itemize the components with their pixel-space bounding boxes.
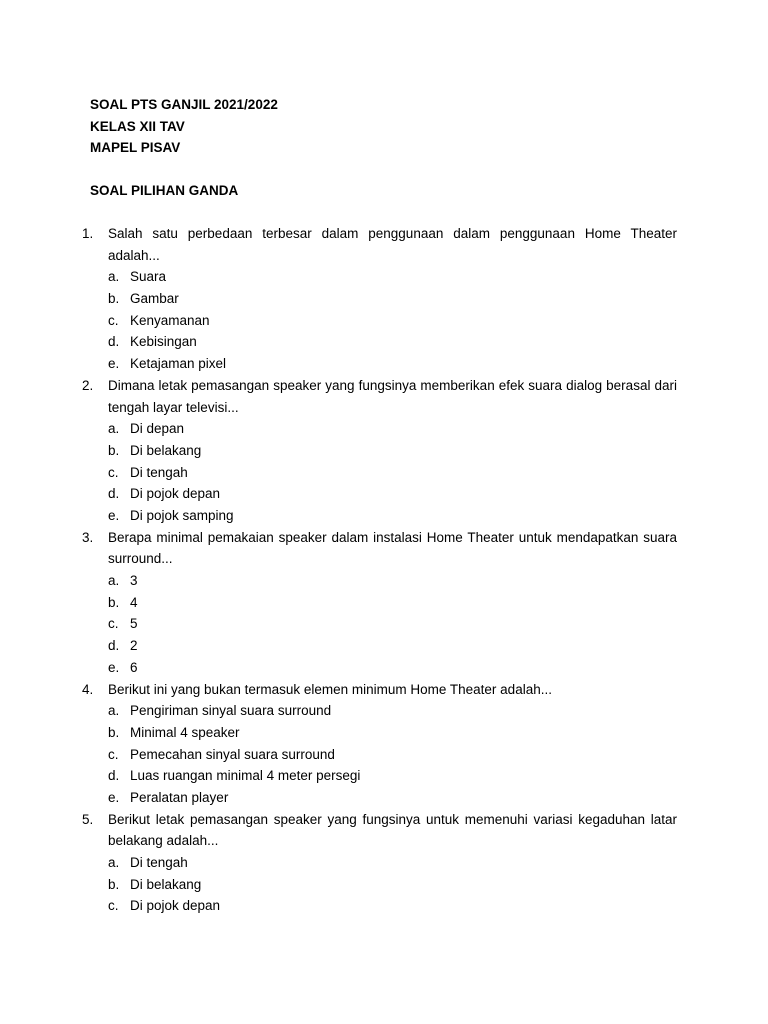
question-item — [82, 679, 677, 809]
option-letter: d. — [108, 768, 120, 784]
option-text: Kebisingan — [130, 334, 197, 350]
subject-label: MAPEL PISAV — [90, 140, 181, 156]
answer-option — [108, 657, 677, 679]
option-letter: b. — [108, 876, 120, 892]
option-text: Minimal 4 speaker — [130, 724, 240, 740]
answer-option — [108, 353, 677, 375]
option-letter: a. — [108, 855, 120, 871]
answer-option — [108, 787, 677, 809]
option-letter: b. — [108, 724, 120, 740]
answer-option — [108, 440, 677, 462]
option-text: Luas ruangan minimal 4 meter persegi — [130, 768, 361, 784]
answer-option — [108, 852, 677, 874]
question-number: 2. — [82, 377, 94, 393]
option-text: Di tengah — [130, 464, 188, 480]
option-text: Di tengah — [130, 855, 188, 871]
option-letter: a. — [108, 421, 120, 437]
option-letter: e. — [108, 508, 120, 523]
section-title: SOAL PILIHAN GANDA — [90, 183, 239, 198]
option-letter: c. — [108, 898, 119, 914]
option-text: Gambar — [130, 291, 179, 307]
option-text: Di belakang — [130, 442, 202, 458]
option-text: 3 — [130, 573, 138, 589]
option-letter: b. — [108, 291, 120, 307]
question-text: Berikut ini yang bukan termasuk elemen minimum Home Theater adalah... — [108, 681, 552, 697]
question-item — [82, 375, 677, 527]
option-text: Pengiriman sinyal suara surround — [130, 703, 332, 719]
option-letter: b. — [108, 442, 120, 458]
option-text: Pemecahan sinyal suara surround — [130, 746, 335, 762]
answer-option — [108, 765, 677, 787]
option-text: 6 — [130, 659, 138, 675]
question-text: Dimana letak pemasangan speaker yang fungsinya memberikan efek suara dialog berasal dari tengah layar televisi... — [108, 377, 677, 415]
option-letter: a. — [108, 269, 120, 285]
question-text: Berapa minimal pemakaian speaker dalam instalasi Home Theater untuk mendapatkan suara surround... — [108, 529, 677, 567]
answer-option — [108, 483, 677, 505]
option-letter: c. — [108, 312, 119, 328]
option-text: 5 — [130, 616, 138, 632]
option-text: Di belakang — [130, 876, 202, 892]
answer-option — [108, 310, 677, 332]
option-text: 4 — [130, 594, 138, 610]
option-letter: d. — [108, 638, 120, 654]
answer-option — [108, 613, 677, 635]
option-text: Kenyamanan — [130, 312, 210, 328]
question-text: Salah satu perbedaan terbesar dalam penggunaan dalam penggunaan Home Theater adalah... — [108, 226, 677, 263]
question-list — [82, 223, 677, 917]
answer-option — [108, 592, 677, 614]
class-label: KELAS XII TAV — [90, 118, 185, 134]
question-number: 5. — [82, 811, 94, 827]
answer-option — [108, 505, 677, 527]
option-letter: d. — [108, 486, 120, 502]
answer-option — [108, 895, 677, 917]
question-item — [82, 223, 677, 375]
document-header — [90, 94, 278, 159]
answer-option — [108, 874, 677, 896]
answer-option — [108, 288, 677, 310]
question-number: 4. — [82, 681, 94, 697]
question-number: 3. — [82, 529, 94, 545]
question-text: Berikut letak pemasangan speaker yang fungsinya untuk memenuhi variasi kegaduhan latar belakang adalah... — [108, 811, 677, 849]
answer-option — [108, 635, 677, 657]
answer-option — [108, 266, 677, 288]
answer-option — [108, 744, 677, 766]
option-text: Peralatan player — [130, 789, 229, 805]
answer-option — [108, 722, 677, 744]
option-text: 2 — [130, 638, 138, 654]
question-item — [82, 809, 677, 917]
answer-option — [108, 570, 677, 592]
option-letter: a. — [108, 703, 120, 719]
option-text: Di pojok depan — [130, 898, 221, 914]
option-text: Di pojok samping — [130, 508, 234, 523]
option-text: Di pojok depan — [130, 486, 221, 502]
exam-title: SOAL PTS GANJIL 2021/2022 — [90, 97, 278, 112]
option-text: Suara — [130, 269, 167, 285]
option-letter: c. — [108, 746, 119, 762]
answer-option — [108, 418, 677, 440]
option-letter: e. — [108, 659, 120, 675]
option-letter: e. — [108, 356, 120, 372]
option-letter: d. — [108, 334, 120, 350]
option-letter: e. — [108, 789, 120, 805]
question-number: 1. — [82, 226, 94, 241]
option-text: Di depan — [130, 421, 185, 437]
answer-option — [108, 331, 677, 353]
answer-option — [108, 700, 677, 722]
option-text: Ketajaman pixel — [130, 356, 227, 372]
option-letter: c. — [108, 464, 119, 480]
answer-option — [108, 462, 677, 484]
question-item — [82, 527, 677, 679]
option-letter: a. — [108, 573, 120, 589]
option-letter: c. — [108, 616, 119, 632]
option-letter: b. — [108, 594, 120, 610]
